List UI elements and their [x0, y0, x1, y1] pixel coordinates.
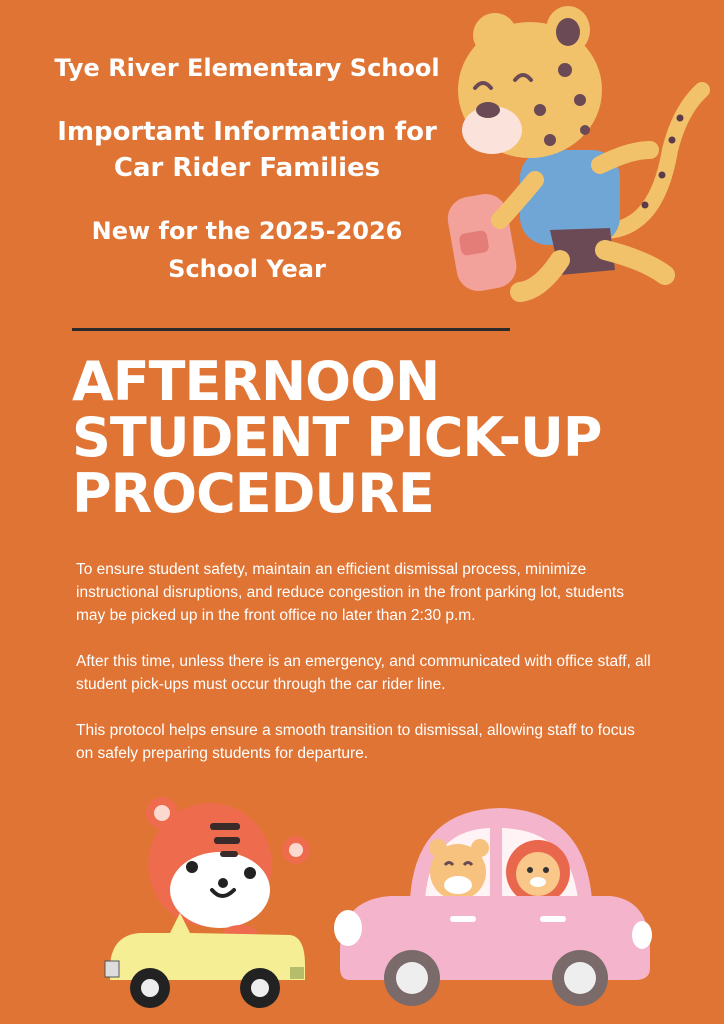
headline-line-1: AFTERNOON	[72, 350, 440, 413]
school-name: Tye River Elementary School	[54, 54, 440, 82]
headline-line-2: STUDENT PICK-UP	[72, 406, 602, 469]
paragraph-2: After this time, unless there is an emergency, and communicated with office staff, all student pick-ups must occur through the car rider line.	[76, 653, 651, 693]
school-year-line-2: School Year	[168, 255, 326, 283]
divider-rule	[72, 328, 510, 331]
headline	[72, 350, 692, 525]
subtitle-line-2: Car Rider Families	[113, 153, 381, 183]
school-year-line-1: New for the 2025-2026	[91, 217, 403, 245]
cheetah-illustration	[440, 0, 710, 310]
paragraph-1: To ensure student safety, maintain an efficient dismissal process, minimize instructional disruptions, and reduce congestion in the front parking lot, students may be picked up in the front office no later than 2:30 p.m.	[76, 561, 624, 624]
body-text	[76, 558, 656, 788]
subtitle-line-1: Important Information for	[57, 117, 437, 147]
tiger-car-illustration	[100, 795, 310, 1010]
paragraph-3: This protocol helps ensure a smooth transition to dismissal, allowing staff to focus on safely preparing students for departure.	[76, 722, 635, 762]
pink-car-illustration	[330, 800, 655, 1005]
school-year	[20, 212, 474, 288]
headline-line-3: PROCEDURE	[72, 462, 434, 525]
subtitle	[20, 114, 474, 186]
